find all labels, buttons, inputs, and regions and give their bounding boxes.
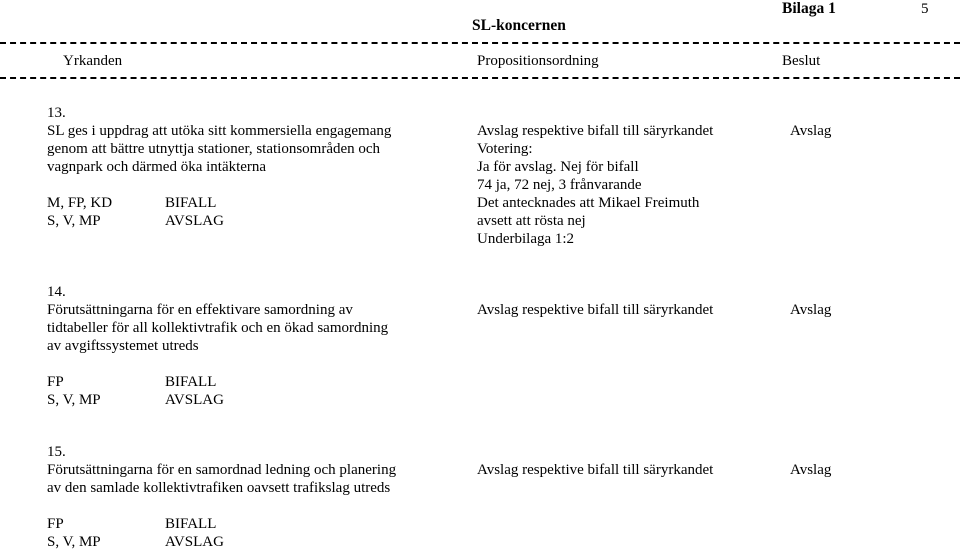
item-14-proposition: Avslag respektive bifall till säryrkandet (477, 302, 714, 318)
motion-text-line: av avgiftssystemet utreds (47, 338, 199, 354)
page-number: 5 (921, 1, 929, 17)
proposition-line: Votering: (477, 141, 533, 157)
proposition-line: Underbilaga 1:2 (477, 231, 575, 247)
col-header-proposition: Propositionsordning (477, 53, 599, 69)
vote-position: AVSLAG (165, 213, 224, 229)
vote-party: S, V, MP (47, 534, 101, 550)
proposition-line: 74 ja, 72 nej, 3 frånvarande (477, 177, 642, 193)
proposition-line: Det antecknades att Mikael Freimuth (477, 195, 700, 211)
motion-text-line: SL ges i uppdrag att utöka sitt kommersiella engagemang (47, 123, 392, 139)
vote-party: M, FP, KD (47, 195, 113, 211)
vote-position: AVSLAG (165, 392, 224, 408)
motion-text-line: tidtabeller för all kollektivtrafik och en ökad samordning (47, 320, 389, 336)
item-number: 13. (47, 105, 66, 121)
vote-row (47, 533, 396, 551)
attachment-label: Bilaga 1 (782, 0, 836, 17)
item-number: 14. (47, 284, 66, 300)
vote-party: S, V, MP (47, 392, 101, 408)
item-15-proposition: Avslag respektive bifall till säryrkandet (477, 462, 714, 478)
vote-row (47, 515, 396, 533)
vote-row (47, 194, 391, 212)
header-divider-top (0, 42, 960, 44)
motion-text-line: genom att bättre utnyttja stationer, stationsområden och (47, 141, 381, 157)
item-13-proposition (477, 122, 713, 248)
motion-text-line: av den samlade kollektivtrafiken oavsett trafikslag utreds (47, 480, 391, 496)
item-15-decision: Avslag (790, 462, 832, 478)
vote-party: FP (47, 516, 64, 532)
header-divider-bottom (0, 77, 960, 79)
motion-text-line: Förutsättningarna för en effektivare samordning av (47, 302, 353, 318)
item-15-motion (47, 443, 396, 551)
item-14-decision: Avslag (790, 302, 832, 318)
org-title: SL-koncernen (472, 17, 566, 34)
vote-position: BIFALL (165, 374, 217, 390)
item-13-motion (47, 104, 391, 230)
col-header-beslut: Beslut (782, 53, 821, 69)
proposition-line: Ja för avslag. Nej för bifall (477, 159, 639, 175)
proposition-line: Avslag respektive bifall till säryrkandet (477, 123, 714, 139)
proposition-line: avsett att rösta nej (477, 213, 586, 229)
item-13-decision: Avslag (790, 123, 832, 139)
vote-party: S, V, MP (47, 213, 101, 229)
vote-row (47, 373, 388, 391)
motion-text-line: vagnpark och därmed öka intäkterna (47, 159, 267, 175)
item-number: 15. (47, 444, 66, 460)
col-header-yrkanden: Yrkanden (63, 53, 123, 69)
vote-party: FP (47, 374, 64, 390)
vote-row (47, 391, 388, 409)
vote-position: BIFALL (165, 195, 217, 211)
item-14-motion (47, 283, 388, 409)
vote-row (47, 212, 391, 230)
vote-position: AVSLAG (165, 534, 224, 550)
vote-position: BIFALL (165, 516, 217, 532)
motion-text-line: Förutsättningarna för en samordnad ledning och planering (47, 462, 397, 478)
